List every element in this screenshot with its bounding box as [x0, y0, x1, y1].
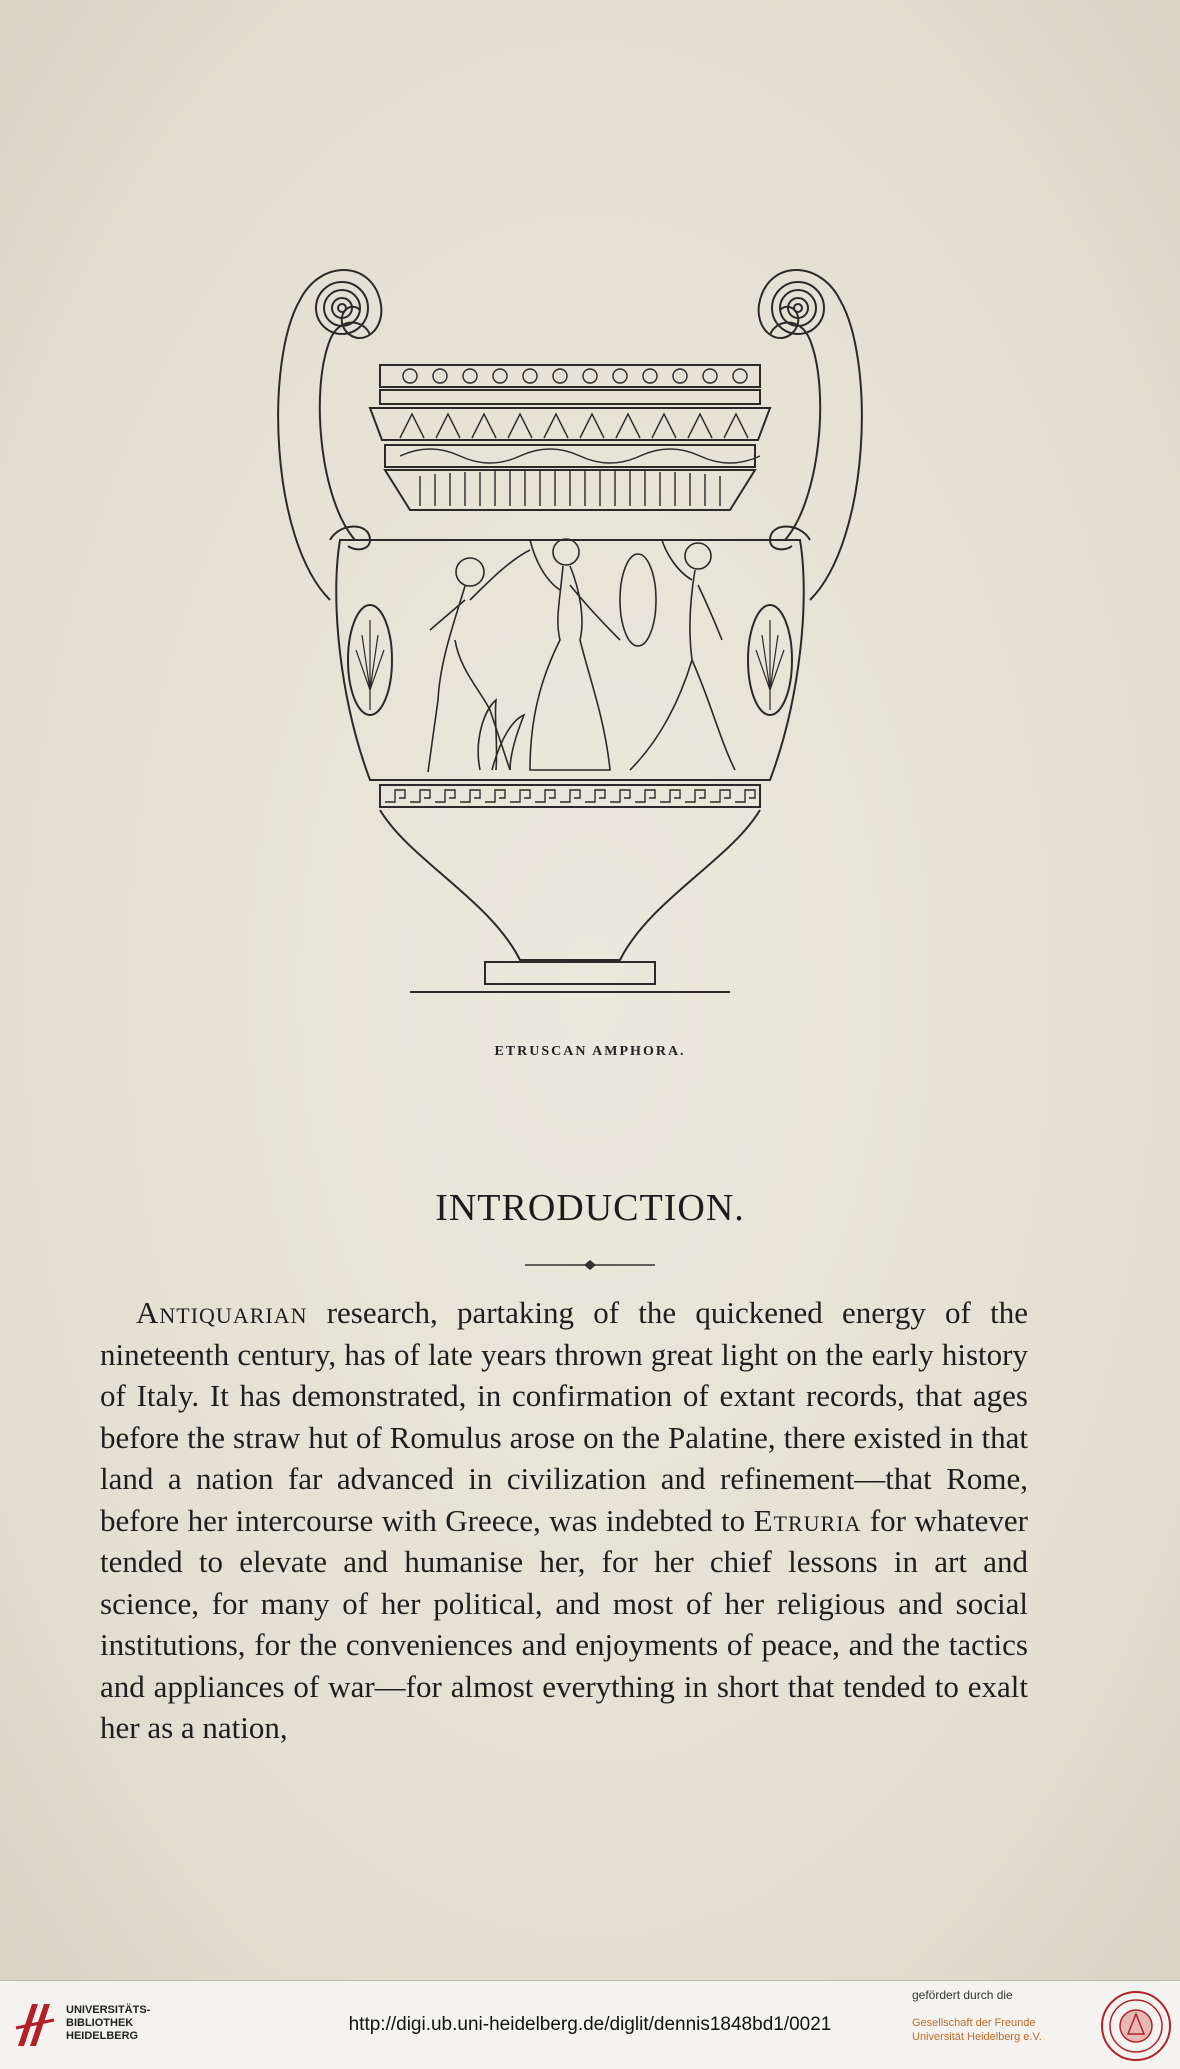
sponsor-label: gefördert durch die: [912, 1988, 1013, 2002]
chapter-heading: INTRODUCTION.: [435, 1187, 745, 1229]
lead-word: Antiquarian: [136, 1295, 308, 1330]
permalink-url[interactable]: http://digi.ub.uni-heidelberg.de/diglit/dennis1848bd1/0021: [348, 2014, 832, 2035]
paragraph-text: [100, 1292, 1028, 1749]
library-name: UNIVERSITÄTS- BIBLIOTHEK HEIDELBERG: [66, 2004, 151, 2042]
paragraph-part-2: for whatever tended to elevate and humanise her, for her chief lessons in art and science, for many of her political, and most of her religious and social institutions, for the conveniences and enjoyments of peace, and the tactics and appliances of war—for almost everything in short that tended to exalt her as a nation,: [100, 1502, 1029, 1745]
amphora-illustration: [260, 240, 880, 1010]
paragraph-part-1: research, partaking of the quickened energy of the nineteenth century, has of late years thrown great light on the early history of Italy. It has demonstrated, in confirmation of extant records, that ages before the straw hut of Romulus arose on the Palatine, there existed in that land a nation far advanced in civilization and refinement—that Rome, before her intercourse with Greece, was indebted to: [100, 1295, 1028, 1538]
sponsor-name[interactable]: Gesellschaft der Freunde Universität Heidelberg e.V.: [912, 2017, 1042, 2043]
ornament-divider: [520, 1258, 660, 1272]
university-seal-icon[interactable]: [1100, 1990, 1172, 2062]
body-paragraph: [100, 1292, 1028, 1749]
emphasis-word: Etruria: [753, 1502, 862, 1538]
figure-caption: ETRUSCAN AMPHORA.: [494, 1044, 686, 1059]
amphora-drawing: [260, 240, 880, 1010]
